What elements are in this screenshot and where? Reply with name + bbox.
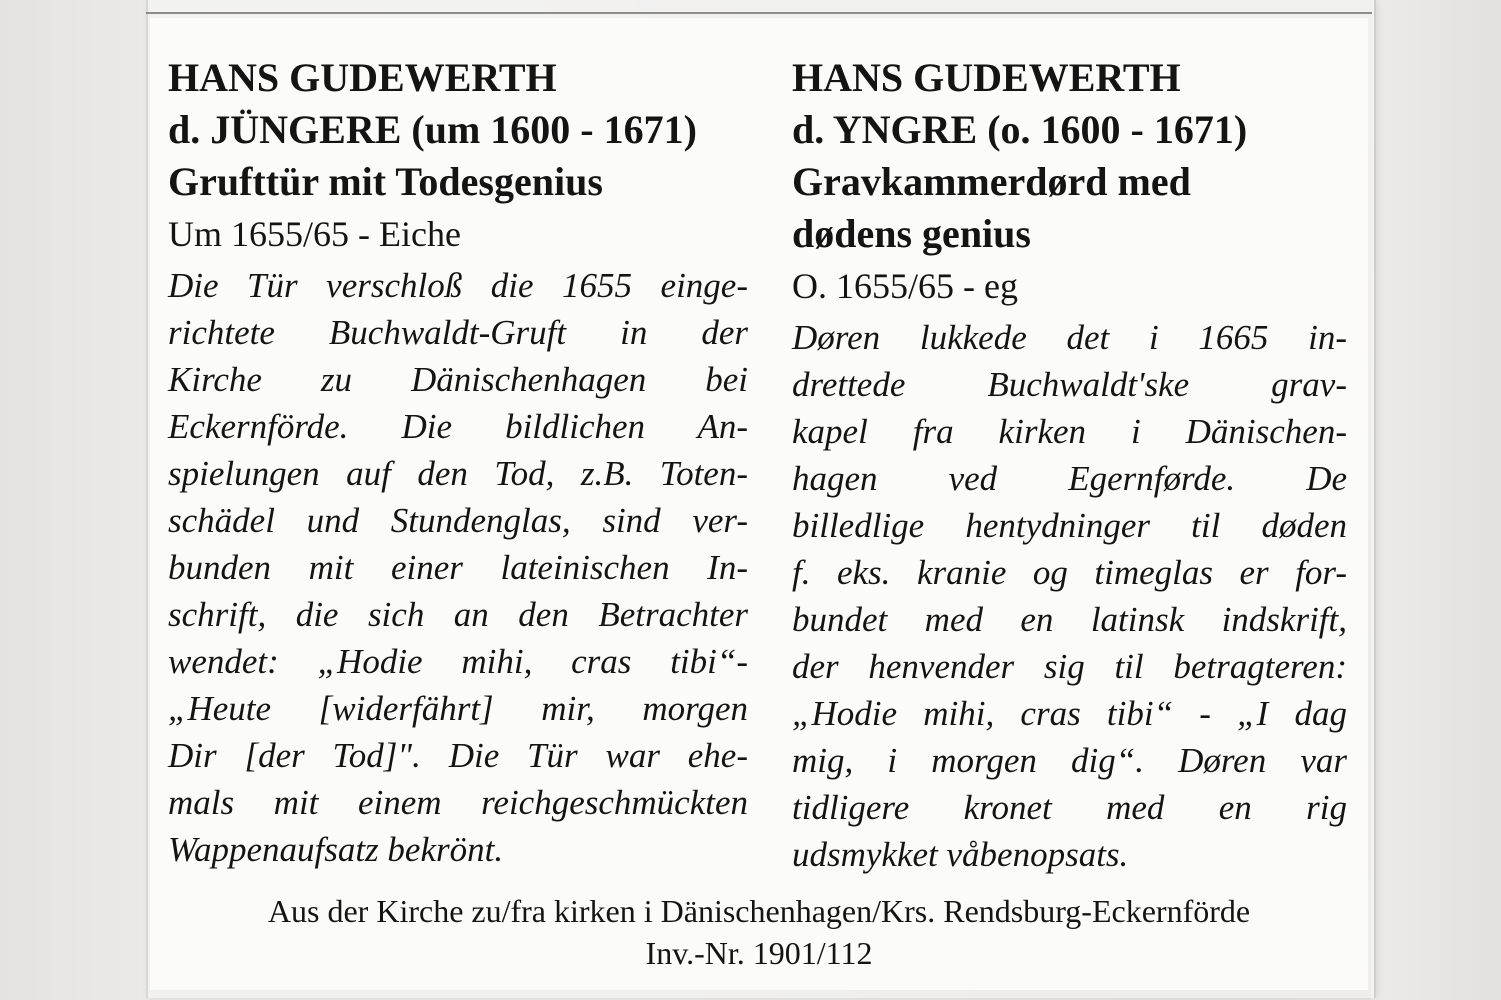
description-line: kapel fra kirken i Dänischen-	[792, 412, 1347, 451]
german-column	[168, 52, 748, 873]
description-line: f. eks. kranie og timeglas er for-	[792, 553, 1347, 592]
description-de	[168, 262, 748, 873]
description-da	[792, 314, 1347, 878]
wall-right	[1371, 0, 1501, 1000]
description-line: Døren lukkede det i 1665 in-	[792, 318, 1347, 357]
description-line: Eckernförde. Die bildlichen An-	[168, 407, 748, 446]
description-line: drettede Buchwaldt'ske grav-	[792, 365, 1347, 404]
artwork-title-de: Grufttür mit Todesgenius	[168, 159, 603, 204]
description-line: mig, i morgen dig“. Døren var	[792, 741, 1347, 780]
description-line: bundet med en latinsk indskrift,	[792, 600, 1347, 639]
description-line: Dir [der Tod]". Die Tür war ehe-	[168, 736, 748, 775]
date-material-de: Um 1655/65 - Eiche	[168, 214, 461, 254]
date-material-da: O. 1655/65 - eg	[792, 266, 1018, 306]
description-line: Wappenaufsatz bekrönt.	[168, 830, 504, 869]
description-line: mals mit einem reichgeschmückten	[168, 783, 748, 822]
description-line: Die Tür verschloß die 1655 einge-	[168, 266, 748, 305]
danish-column	[792, 52, 1347, 878]
description-line: wendet: „Hodie mihi, cras tibi“-	[168, 642, 748, 681]
description-line: schädel und Stundenglas, sind ver-	[168, 501, 748, 540]
artwork-title-da-2: dødens genius	[792, 211, 1031, 256]
description-line: udsmykket våbenopsats.	[792, 835, 1129, 874]
description-line: spielungen auf den Tod, z.B. Toten-	[168, 454, 748, 493]
description-line: Kirche zu Dänischenhagen bei	[168, 360, 748, 399]
acrylic-edge	[146, 12, 1372, 14]
description-line: der henvender sig til betragteren:	[792, 647, 1347, 686]
description-line: „Hodie mihi, cras tibi“ - „I dag	[792, 694, 1347, 733]
description-line: richtete Buchwaldt-Gruft in der	[168, 313, 748, 352]
artist-name-de: HANS GUDEWERTH	[168, 55, 557, 100]
wall-left	[0, 0, 150, 1000]
description-line: bunden mit einer lateinischen In-	[168, 548, 748, 587]
description-line: tidligere kronet med en rig	[792, 788, 1347, 827]
artist-name-da: HANS GUDEWERTH	[792, 55, 1181, 100]
description-line: „Heute [widerfährt] mir, morgen	[168, 689, 748, 728]
inventory-number: Inv.-Nr. 1901/112	[645, 935, 873, 971]
provenance-text: Aus der Kirche zu/fra kirken i Dänischenhagen/Krs. Rendsburg-Eckernförde	[267, 893, 1251, 929]
description-line: hagen ved Egernførde. De	[792, 459, 1347, 498]
artist-dates-de: d. JÜNGERE (um 1600 - 1671)	[168, 107, 697, 152]
description-line: schrift, die sich an den Betrachter	[168, 595, 748, 634]
artwork-title-da: Gravkammerdørd med	[792, 159, 1191, 204]
label-footer	[150, 890, 1368, 974]
description-line: billedlige hentydninger til døden	[792, 506, 1347, 545]
artist-dates-da: d. YNGRE (o. 1600 - 1671)	[792, 107, 1248, 152]
